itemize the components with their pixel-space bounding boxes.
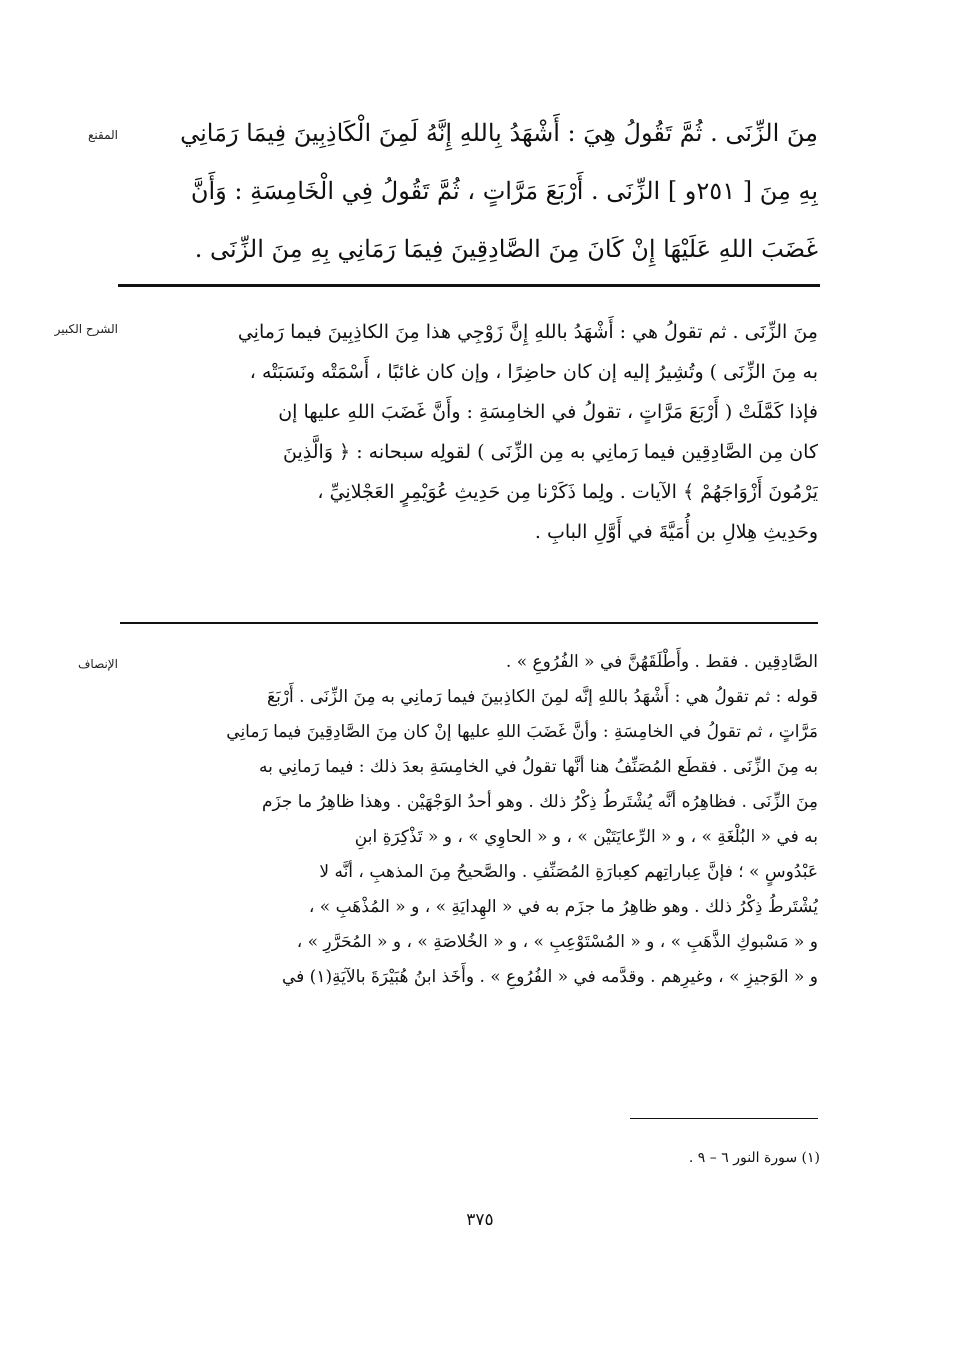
insaf-line: عَبْدُوسٍ » ؛ فإنَّ عِباراتِهم كعِبارَةِ المُصَنِّفِ . والصَّحيحُ مِنَ المذهبِ ، أنَّه لا xyxy=(319,862,818,882)
insaf-line: يُشْتَرطُ ذِكْرُ ذلك . وهو ظاهِرُ ما جزَم به في « الهِدايَةِ » ، و « المُذْهَبِ » ، xyxy=(308,897,818,917)
insaf-line: به في « البُلْغَةِ » ، و « الرِّعايَتَيْن » ، و « الحاوِي » ، و « تَذْكِرَةِ ابنِ xyxy=(354,827,818,847)
section-divider-thick xyxy=(118,284,820,287)
mughni-line: مِنَ الزِّنَى . ثُمَّ تَقُولُ هِيَ : أَشْهَدُ بِاللهِ إِنَّهُ لَمِنَ الْكَاذِبِينَ فِيمَا رَمَانِي xyxy=(180,119,818,147)
insaf-line: الصَّادِقِين . فقط . وأَطْلَقَهُنَّ في « الفُرُوعِ » . xyxy=(505,652,818,672)
insaf-line: مَرَّاتٍ ، ثم تقولُ في الخامِسَةِ : وأنَّ غَضَبَ اللهِ عليها إنْ كان مِنَ الصَّادِقِينَ فيما رَمانِي xyxy=(226,722,818,742)
section-label-mughni: المقنع xyxy=(87,128,118,142)
section-divider xyxy=(120,622,818,624)
section-label-sharh: الشرح الكبير xyxy=(54,322,118,336)
footnote-divider xyxy=(630,1118,818,1119)
sharh-line: كان مِن الصَّادِقِين فيما رَمانِي به مِن الزِّنَى ) لقولِه سبحانه : ﴿ وَالَّذِينَ xyxy=(283,441,818,463)
sharh-line: يَرْمُونَ أَزْوَاجَهُمْ ﴾ الآيات . ولِما ذَكَرْنا مِن حَدِيثِ عُوَيْمِرٍ العَجْلانِيِّ ، xyxy=(317,481,818,503)
insaf-line: قوله : ثم تقولُ هي : أَشْهَدُ باللهِ إنَّه لمِنَ الكاذِبينَ فيما رَمانِي به مِنَ الزِّنَى . أَرْبَعَ xyxy=(267,687,818,707)
insaf-text-block xyxy=(128,645,818,995)
sharh-text-block xyxy=(128,312,818,552)
sharh-line: مِنَ الزِّنَى . ثم تقولُ هي : أَشْهَدُ باللهِ إِنَّ زَوْجِي هذا مِنَ الكاذِبِينَ فيما رَمانِي xyxy=(237,321,818,343)
sharh-line: به مِنَ الزِّنَى ) وتُشِيرُ إليه إن كان حاضِرًا ، وإن كان غائبًا ، أَسْمَتْه ونَسَبَتْه ، xyxy=(249,361,818,383)
section-label-insaf: الإنصاف xyxy=(77,657,118,671)
insaf-line: و « الوَجيزِ » ، وغيرِهم . وقدَّمه في « الفُرُوعِ » . وأَخَذ ابنُ هُبَيْرَةَ بالآيَةِ(١) في xyxy=(281,967,818,987)
mughni-line: غَضَبَ اللهِ عَلَيْهَا إِنْ كَانَ مِنَ الصَّادِقِينَ فِيمَا رَمَانِي بِهِ مِنَ الزِّنَى . xyxy=(194,235,818,263)
sharh-line: وحَدِيثِ هِلالِ بن أُمَيَّةَ في أَوَّلِ البابِ . xyxy=(534,521,818,543)
footnote: (١) سورة النور ٦ – ٩ . xyxy=(688,1150,820,1166)
mughni-text-block xyxy=(128,104,818,278)
sharh-line: فإذا كَمَّلَتْ ( أَرْبَعَ مَرَّاتٍ ، تقولُ في الخامِسَةِ : وأَنَّ غَضَبَ اللهِ عليها إن xyxy=(278,401,818,423)
mughni-line: بِهِ مِنَ [ ٢٥١و ] الزِّنَى . أَرْبَعَ مَرَّاتٍ ، ثُمَّ تَقُولُ فِي الْخَامِسَةِ : وَأَنَّ xyxy=(190,177,818,205)
insaf-line: و « مَسْبوكِ الذَّهَبِ » ، و « المُسْتَوْعِبِ » ، و « الخُلاصَةِ » ، و « المُحَرَّرِ » ، xyxy=(296,932,818,952)
insaf-line: به مِنَ الزِّنَى . فقطَع المُصَنِّفُ هنا أنَّها تقولُ في الخامِسَةِ بعدَ ذلك : فيما رَمانِي به xyxy=(259,757,818,777)
page-number: ٣٧٥ xyxy=(466,1210,494,1230)
insaf-line: مِنَ الزِّنَى . فظاهِرُه أنَّه يُشْتَرطُ ذِكْرُ ذلك . وهو أحدُ الوَجْهَيْن . وهذا ظاهِرُ ما جزَم xyxy=(261,792,818,812)
